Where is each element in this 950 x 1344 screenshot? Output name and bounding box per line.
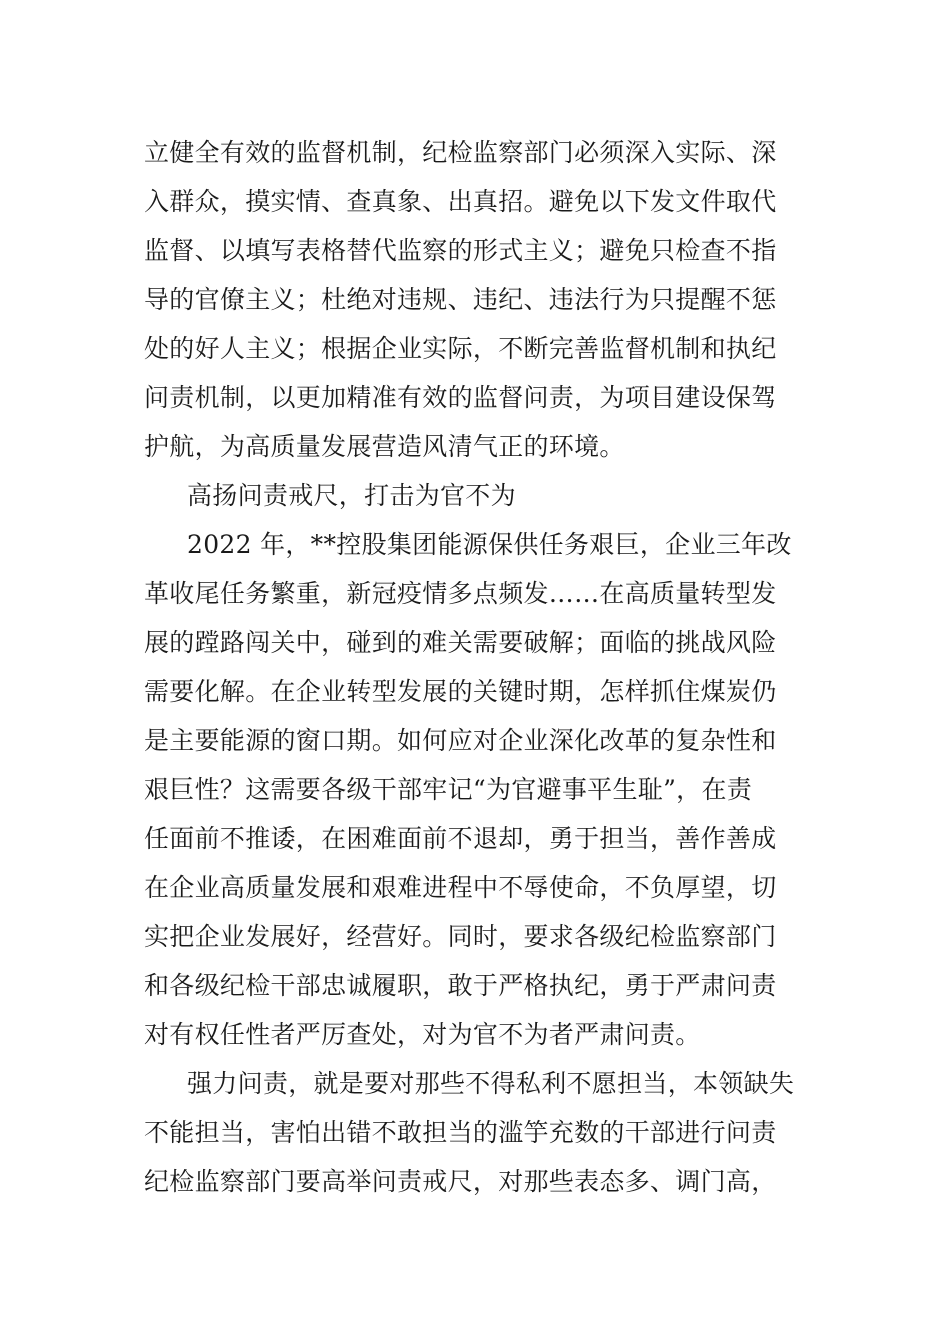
text-line: 需要化解。在企业转型发展的关键时期，怎样抓住煤炭仍 [144,677,777,706]
text-line: 监督、以填写表格替代监察的形式主义；避免只检查不指 [144,236,777,265]
text-line: 革收尾任务繁重，新冠疫情多点频发……在高质量转型发 [144,579,777,608]
text-line: 纪检监察部门要高举问责戒尺，对那些表态多、调门高， [144,1167,777,1196]
text-line: 问责机制，以更加精准有效的监督问责，为项目建设保驾 [144,383,777,412]
text-line: 不能担当，害怕出错不敢担当的滥竽充数的干部进行问责 [144,1118,777,1147]
text-line: 在企业高质量发展和艰难进程中不辱使命，不负厚望，切 [144,873,777,902]
text-line: 对有权任性者严厉查处，对为官不为者严肃问责。 [144,1020,701,1049]
text-line: 和各级纪检干部忠诚履职，敢于严格执纪，勇于严肃问责 [144,971,777,1000]
section-heading: 高扬问责戒尺，打击为官不为 [187,481,516,510]
text-line: 艰巨性？这需要各级干部牢记“为官避事平生耻”，在责 [144,775,753,804]
text-line: 护航，为高质量发展营造风清气正的环境。 [144,432,625,461]
text-line: 导的官僚主义；杜绝对违规、违纪、违法行为只提醒不惩 [144,285,777,314]
text-line: 实把企业发展好，经营好。同时，要求各级纪检监察部门 [144,922,777,951]
text-line: 展的蹚路闯关中，碰到的难关需要破解；面临的挑战风险 [144,628,777,657]
text-line: 强力问责，就是要对那些不得私利不愿担当，本领缺失 [187,1069,795,1098]
text-line: 入群众，摸实情、查真象、出真招。避免以下发文件取代 [144,187,777,216]
text-line: 立健全有效的监督机制，纪检监察部门必须深入实际、深 [144,138,777,167]
text-line: 是主要能源的窗口期。如何应对企业深化改革的复杂性和 [144,726,777,755]
document-page [144,128,809,1206]
text-line: 处的好人主义；根据企业实际，不断完善监督机制和执纪 [144,334,777,363]
text-line: 2022 年，**控股集团能源保供任务艰巨，企业三年改 [187,530,792,559]
text-line: 任面前不推诿，在困难面前不退却，勇于担当，善作善成 [144,824,777,853]
